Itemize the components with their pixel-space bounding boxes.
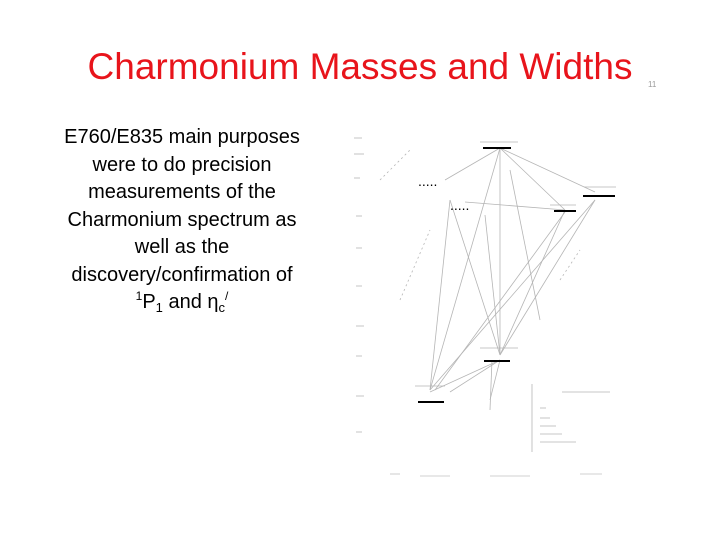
body-line: well as the — [134, 236, 230, 258]
subscript-j: 1 — [155, 300, 163, 315]
subscript-c: c — [218, 300, 226, 315]
charmonium-level-diagram — [340, 120, 630, 490]
body-line: E760/E835 main purposes — [64, 126, 300, 148]
superscript-prime: / — [225, 289, 229, 303]
body-line: Charmonium spectrum as — [67, 208, 297, 231]
superscript-spin: 1 — [135, 289, 143, 303]
title-corner-mark: 11 — [648, 80, 657, 89]
body-line: were to do precision — [92, 153, 272, 176]
body-text — [34, 124, 330, 317]
state-p-letter: P — [142, 291, 156, 313]
body-line: discovery/confirmation of — [71, 263, 293, 286]
slide-title: Charmonium Masses and Widths — [87, 46, 633, 87]
dotted-level-marker: ..... — [450, 197, 470, 213]
body-line-states — [34, 289, 330, 317]
state-and-eta: and η — [162, 291, 219, 313]
body-line: measurements of the — [88, 181, 276, 203]
diagram-legend — [532, 384, 610, 452]
dotted-level-marker: ..... — [418, 173, 438, 189]
